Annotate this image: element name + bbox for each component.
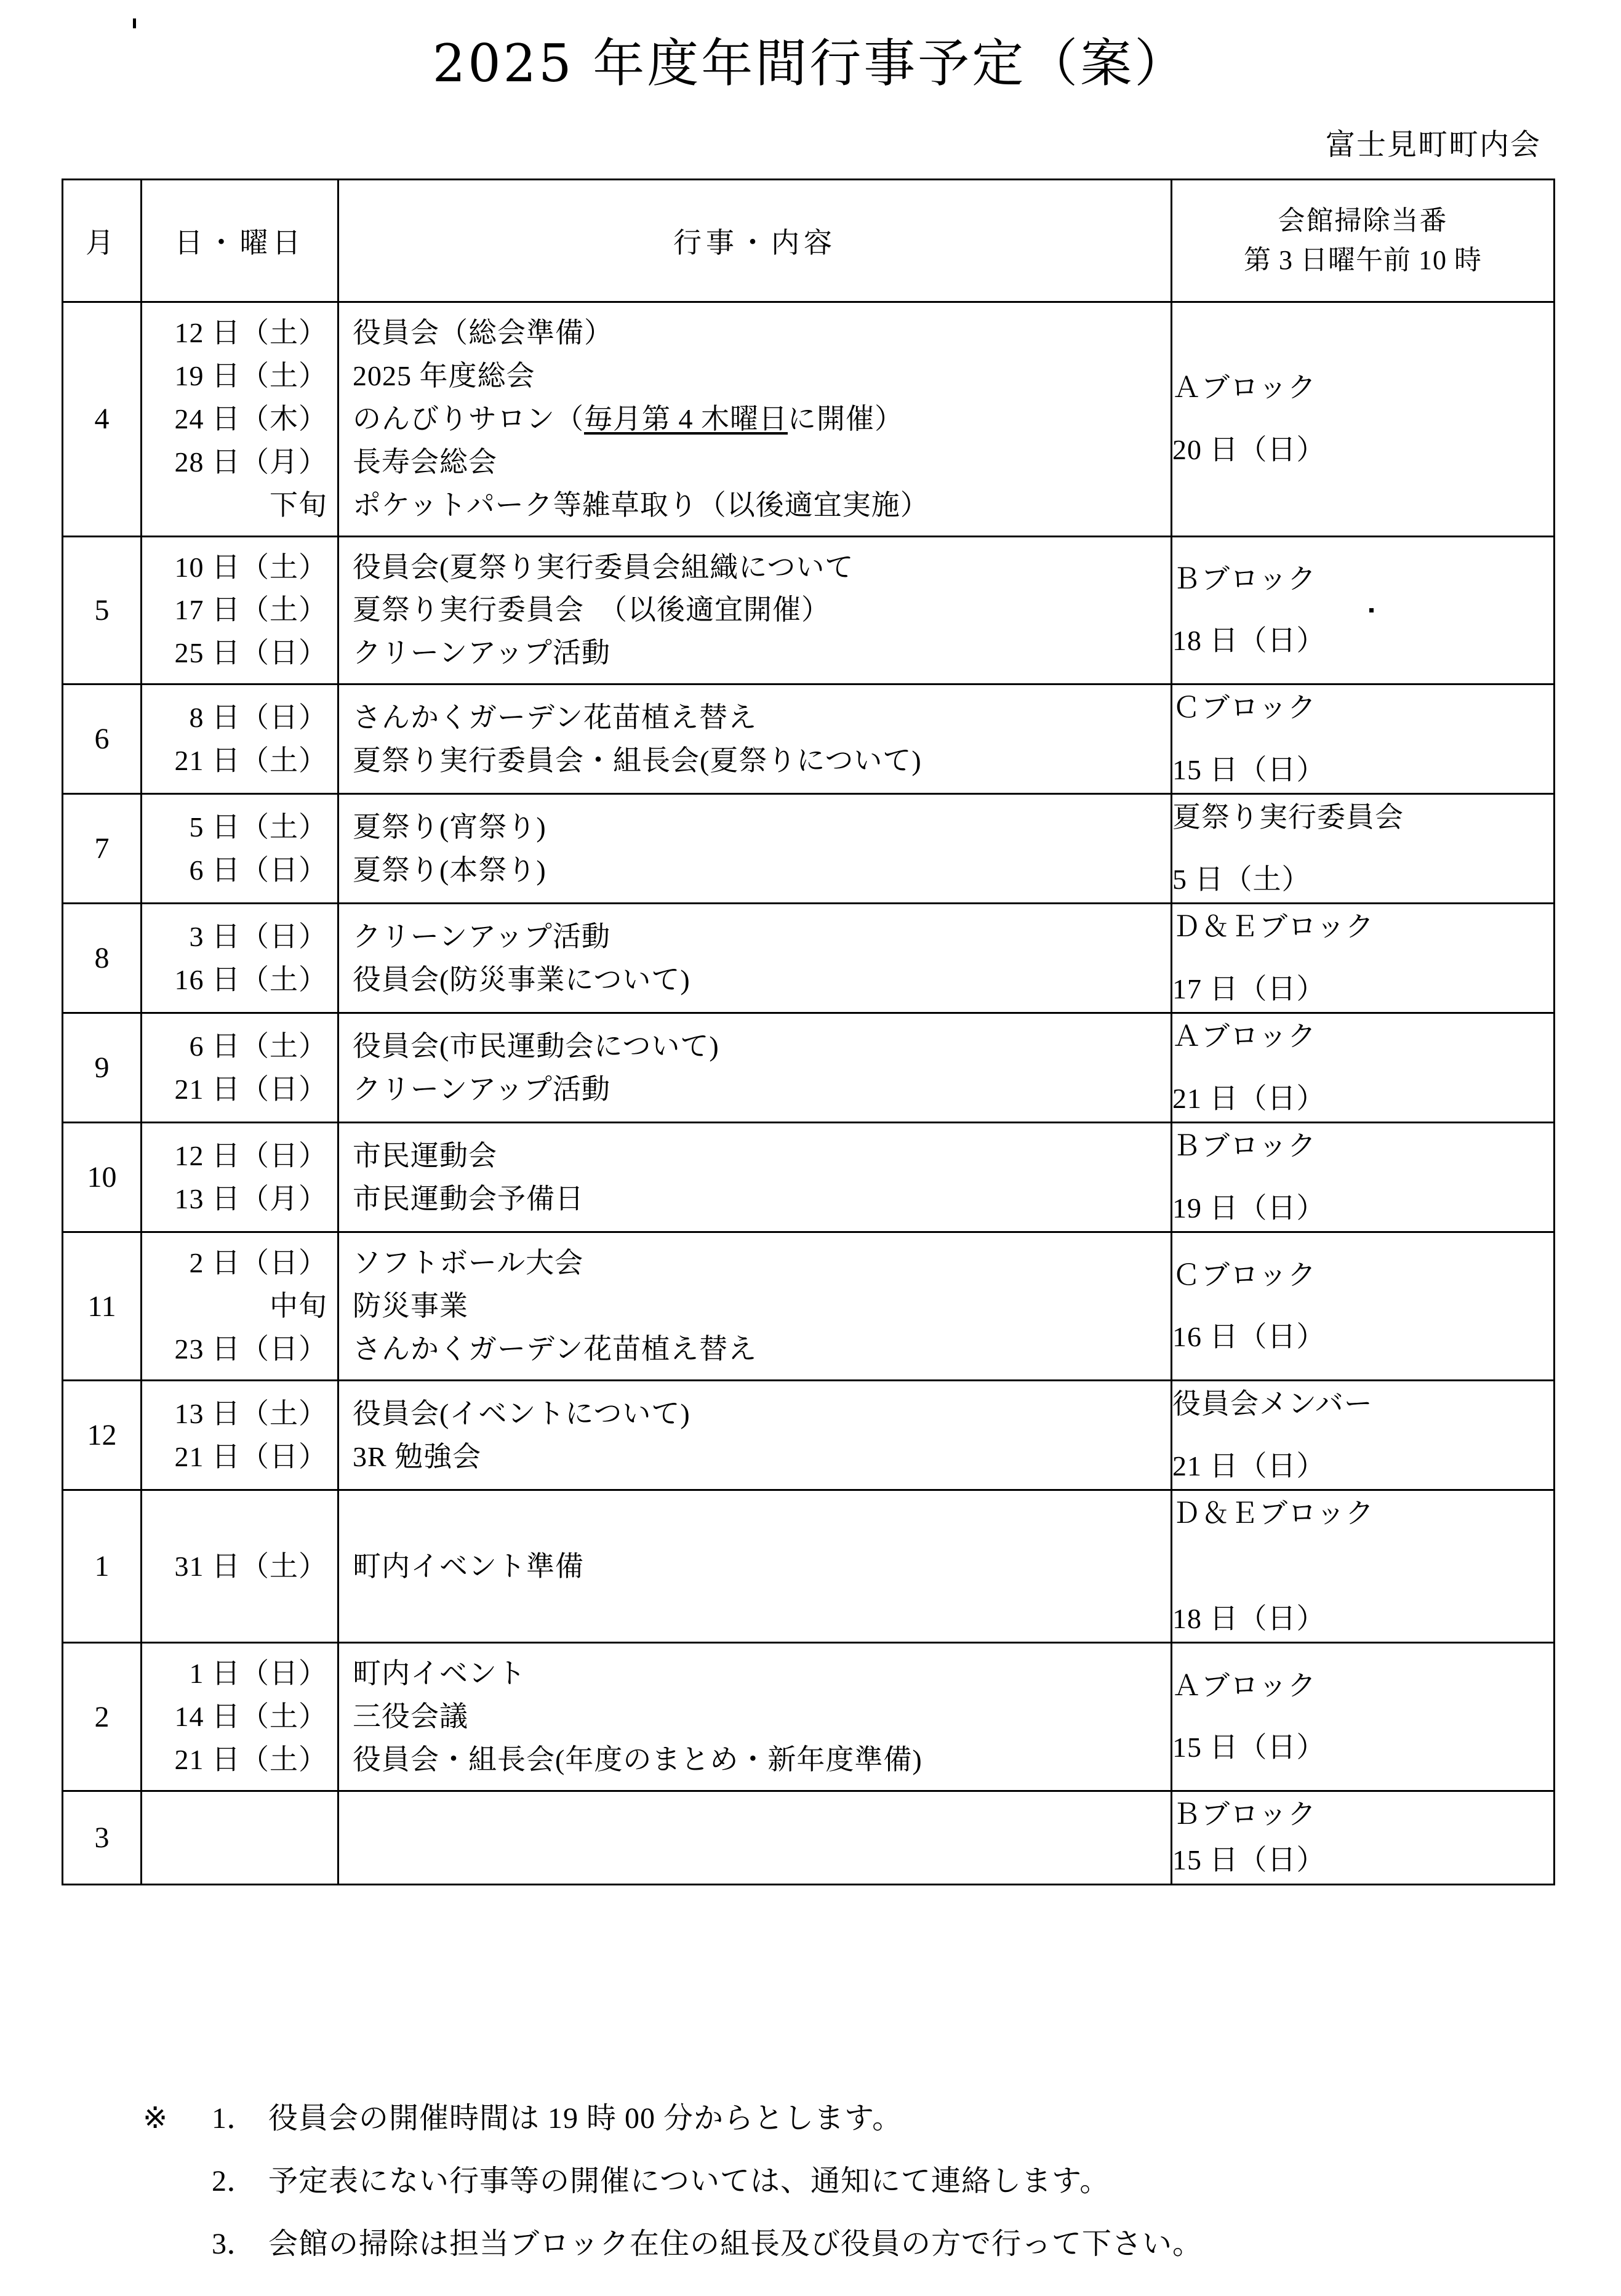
date-text: 25 日（日）: [174, 637, 327, 669]
cleaning-duty-cell: [1172, 684, 1555, 794]
footnote-number: 3．: [212, 2228, 257, 2260]
cleaning-duty-cell: [1172, 1013, 1555, 1123]
month-cell: 11: [63, 1232, 142, 1381]
date-text: 5 日（土）: [189, 811, 327, 843]
reference-mark-icon: [143, 2230, 212, 2259]
event-cell: [338, 1381, 1172, 1490]
event-text: 防災事業: [353, 1290, 468, 1322]
month-cell: 2: [63, 1643, 142, 1791]
event-list: [339, 1823, 1171, 1852]
duty-date: 21 日（日）: [1172, 1082, 1326, 1114]
date-cell: [142, 1791, 338, 1884]
date-text: 中旬: [270, 1290, 327, 1322]
event-text: 町内イベント準備: [353, 1550, 584, 1582]
date-cell: [142, 302, 338, 537]
month-cell: 6: [63, 684, 142, 794]
scan-speck: [133, 18, 136, 28]
date-text: 23 日（日）: [174, 1333, 327, 1365]
month-cell: 9: [63, 1013, 142, 1123]
cleaning-duty-cell: [1172, 904, 1555, 1013]
cleaning-duty-cell: [1172, 1232, 1555, 1381]
date-cell: [142, 1232, 338, 1381]
event-text: さんかくガーデン花苗植え替え: [353, 1333, 758, 1365]
date-text: 12 日（日）: [174, 1139, 327, 1171]
duty-header-line2: 第 3 日曜午前 10 時: [1244, 245, 1482, 275]
date-text: 14 日（土）: [174, 1701, 327, 1733]
event-text: 夏祭り実行委員会・組長会(夏祭りについて): [353, 744, 922, 776]
date-text: 1 日（日）: [189, 1658, 327, 1690]
column-header-month: 月: [63, 180, 142, 302]
footnote-item: [143, 2230, 1583, 2259]
date-list: [142, 1126, 337, 1229]
event-text: 町内イベント: [353, 1658, 526, 1690]
event-cell: [338, 1791, 1172, 1884]
event-list: [339, 1536, 1171, 1597]
cleaning-duty-cell: [1172, 1123, 1555, 1232]
date-text: 2 日（日）: [189, 1247, 327, 1279]
event-text: 役員会(イベントについて): [353, 1397, 690, 1429]
event-cell: [338, 1123, 1172, 1232]
event-cell: [338, 684, 1172, 794]
date-text: 12 日（土）: [174, 317, 327, 348]
duty-block-name: Ｃブロック: [1172, 1259, 1317, 1291]
duty-block-name: 夏祭り実行委員会: [1172, 801, 1404, 833]
event-text: さんかくガーデン花苗植え替え: [353, 701, 758, 733]
cleaning-duty-cell: [1172, 1381, 1555, 1490]
date-text: 21 日（日）: [174, 1440, 327, 1472]
table-row: [63, 1123, 1555, 1232]
event-text: 役員会(防災事業について): [353, 963, 690, 995]
event-cell: [338, 1490, 1172, 1643]
footnote-text: 会館の掃除は担当ブロック在住の組長及び役員の方で行って下さい。: [268, 2228, 1203, 2260]
date-text: 13 日（月）: [174, 1182, 327, 1214]
table-header-row: [63, 180, 1555, 302]
date-list: [142, 303, 337, 536]
duty-date: 5 日（土）: [1172, 863, 1311, 895]
date-text: 16 日（土）: [174, 963, 327, 995]
date-list: [142, 907, 337, 1010]
month-cell: 7: [63, 794, 142, 904]
date-list: [142, 688, 337, 791]
table-row: [63, 1643, 1555, 1791]
column-header-event: 行事・内容: [338, 180, 1172, 302]
event-text: 3R 勉強会: [353, 1440, 482, 1472]
duty-block-name: Ｂブロック: [1172, 563, 1317, 595]
date-list: [142, 1233, 337, 1379]
footnote-item: [143, 2104, 1583, 2133]
footnote-text: 役員会の開催時間は 19 時 00 分からとします。: [268, 2102, 903, 2135]
date-text: 下旬: [270, 489, 327, 521]
event-cell: [338, 794, 1172, 904]
underlined-phrase: 毎月第 4 木曜日: [584, 403, 788, 435]
duty-block-name: Ａブロック: [1172, 1021, 1317, 1053]
footnote-item: [143, 2167, 1583, 2196]
date-cell: [142, 1490, 338, 1643]
table-row: [63, 302, 1555, 537]
date-cell: [142, 1013, 338, 1123]
event-text: 役員会・組長会(年度のまとめ・新年度準備): [353, 1744, 923, 1775]
cleaning-duty-cell: [1172, 1791, 1555, 1884]
event-cell: [338, 1013, 1172, 1123]
date-text: 28 日（月）: [174, 446, 327, 478]
event-text: 役員会(市民運動会について): [353, 1030, 719, 1062]
month-cell: 8: [63, 904, 142, 1013]
date-list: [142, 797, 337, 901]
reference-mark-icon: ※: [143, 2102, 168, 2135]
table-row: [63, 1490, 1555, 1643]
event-cell: [338, 1232, 1172, 1381]
event-list: [339, 1126, 1171, 1229]
page-title: 2025 年度年間行事予定（案）: [432, 33, 1189, 94]
date-list: [142, 537, 337, 684]
date-text: 21 日（土）: [174, 1744, 327, 1775]
event-text: ポケットパーク等雑草取り（以後適宜実施）: [353, 489, 929, 521]
event-cell: [338, 536, 1172, 684]
reference-mark-icon: [143, 2167, 212, 2196]
event-cell: [338, 904, 1172, 1013]
duty-date: 15 日（日）: [1172, 753, 1326, 785]
duty-date: 21 日（日）: [1172, 1450, 1326, 1482]
table-row: [63, 1013, 1555, 1123]
cleaning-duty-cell: [1172, 1643, 1555, 1791]
duty-block-name: Ｃブロック: [1172, 692, 1317, 724]
duty-block-name: Ａブロック: [1172, 372, 1317, 404]
event-list: [339, 688, 1171, 791]
date-cell: [142, 1381, 338, 1490]
month-cell: 5: [63, 536, 142, 684]
duty-date: 16 日（日）: [1172, 1321, 1326, 1353]
duty-block-name: 役員会メンバー: [1172, 1388, 1373, 1420]
cleaning-duty-cell: [1172, 536, 1555, 684]
duty-block-name: Ｄ＆Ｅブロック: [1172, 1498, 1375, 1530]
month-cell: 3: [63, 1791, 142, 1884]
duty-date: 15 日（日）: [1172, 1732, 1326, 1764]
date-text: 6 日（日）: [189, 854, 327, 886]
date-cell: [142, 1643, 338, 1791]
annual-schedule-table: [62, 179, 1555, 1885]
date-cell: [142, 1123, 338, 1232]
duty-date: 18 日（日）: [1172, 625, 1326, 657]
date-cell: [142, 904, 338, 1013]
event-text: 夏祭り(宵祭り): [353, 811, 546, 843]
event-list: [339, 1384, 1171, 1487]
duty-block-name: Ｄ＆Ｅブロック: [1172, 911, 1375, 943]
column-header-date: 日・曜日: [142, 180, 338, 302]
date-text: 19 日（土）: [174, 359, 327, 391]
event-text: 市民運動会: [353, 1139, 497, 1171]
month-cell: 10: [63, 1123, 142, 1232]
event-list: [339, 1233, 1171, 1379]
event-text: 役員会(夏祭り実行委員会組織について: [353, 551, 854, 583]
event-list: [339, 1016, 1171, 1120]
month-cell: 1: [63, 1490, 142, 1643]
table-row: [63, 536, 1555, 684]
event-text: 役員会（総会準備）: [353, 317, 613, 348]
date-text: 31 日（土）: [174, 1550, 327, 1582]
date-text: 24 日（木）: [174, 403, 327, 435]
footnote-number: 2．: [212, 2165, 257, 2198]
cleaning-duty-cell: [1172, 794, 1555, 904]
event-list: [339, 303, 1171, 536]
event-list: [339, 1644, 1171, 1790]
duty-header-line1: 会館掃除当番: [1278, 206, 1448, 236]
date-text: 6 日（土）: [189, 1030, 327, 1062]
event-text: ソフトボール大会: [353, 1247, 584, 1279]
duty-date: 19 日（日）: [1172, 1192, 1326, 1224]
table-row: [63, 794, 1555, 904]
month-cell: 12: [63, 1381, 142, 1490]
date-list: [142, 1384, 337, 1487]
date-list: [142, 1644, 337, 1790]
table-row: [63, 684, 1555, 794]
duty-date: 18 日（日）: [1172, 1602, 1326, 1634]
duty-date: 17 日（日）: [1172, 973, 1326, 1005]
cleaning-duty-cell: [1172, 302, 1555, 537]
event-text: 夏祭り(本祭り): [353, 854, 546, 886]
date-list: [142, 1536, 337, 1597]
table-row: [63, 1381, 1555, 1490]
date-text: 10 日（土）: [174, 551, 327, 583]
organization-name: 富士見町町内会: [1325, 129, 1541, 161]
event-cell: [338, 1643, 1172, 1791]
event-cell: [338, 302, 1172, 537]
date-list: [142, 1016, 337, 1120]
event-text: 三役会議: [353, 1701, 468, 1733]
duty-block-name: Ｂブロック: [1172, 1130, 1317, 1162]
event-list: [339, 797, 1171, 901]
event-text: クリーンアップ活動: [353, 1073, 610, 1105]
date-text: 21 日（土）: [174, 744, 327, 776]
date-text: 21 日（日）: [174, 1073, 327, 1105]
event-text: クリーンアップ活動: [353, 920, 610, 952]
event-text: 夏祭り実行委員会 （以後適宜開催）: [353, 594, 830, 626]
table-row: [63, 1232, 1555, 1381]
event-list: [339, 907, 1171, 1010]
column-header-cleaning-duty: [1172, 180, 1555, 302]
table-row: [63, 1791, 1555, 1884]
date-text: 17 日（土）: [174, 594, 327, 626]
table-body: [63, 302, 1555, 1885]
date-text: 8 日（日）: [189, 701, 327, 733]
date-text: 3 日（日）: [189, 920, 327, 952]
duty-block-name: Ｂブロック: [1172, 1798, 1317, 1830]
footnote-number: 1．: [212, 2102, 257, 2135]
duty-block-name: Ａブロック: [1172, 1669, 1317, 1701]
event-list: [339, 537, 1171, 684]
date-cell: [142, 684, 338, 794]
date-text: 13 日（土）: [174, 1397, 327, 1429]
duty-date: 15 日（日）: [1172, 1844, 1326, 1876]
duty-date: 20 日（日）: [1172, 433, 1326, 465]
footnotes: [143, 2104, 1583, 2292]
event-text: 長寿会総会: [353, 446, 497, 478]
date-cell: [142, 794, 338, 904]
event-text: 2025 年度総会: [353, 359, 535, 391]
footnote-text: 予定表にない行事等の開催については、通知にて連絡します。: [268, 2165, 1110, 2198]
cleaning-duty-cell: [1172, 1490, 1555, 1643]
date-cell: [142, 536, 338, 684]
month-cell: 4: [63, 302, 142, 537]
event-text: 市民運動会予備日: [353, 1182, 584, 1214]
event-text: クリーンアップ活動: [353, 637, 610, 669]
event-text: のんびりサロン（毎月第 4 木曜日に開催）: [353, 403, 903, 435]
date-list: [142, 1823, 337, 1852]
table-row: [63, 904, 1555, 1013]
